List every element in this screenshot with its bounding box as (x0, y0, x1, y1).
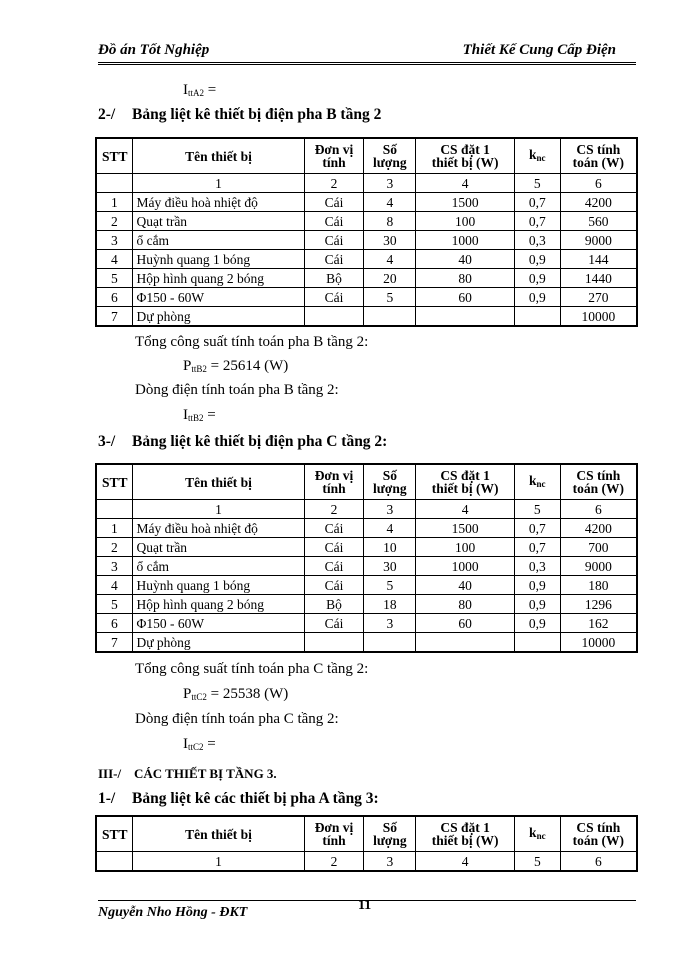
section-number: 1-/ (98, 790, 116, 807)
table-row (96, 288, 637, 307)
table-row (96, 614, 637, 633)
current-label-b: Dòng điện tính toán pha B tầng 2: (135, 382, 339, 398)
page-footer (98, 898, 636, 920)
col-header-k: $k_{nc}$ (514, 464, 560, 500)
cell-qty: 3 (364, 614, 416, 633)
cell-stt: 4 (96, 576, 133, 595)
cell-name: Dự phòng (133, 633, 304, 653)
index-cell: 6 (560, 174, 637, 193)
col-header-stt: STT (96, 138, 133, 174)
cell-name: Hộp hình quang 2 bóng (133, 269, 304, 288)
col-header-qty: Số lượng (364, 138, 416, 174)
col-header-name: Tên thiết bị (133, 138, 304, 174)
cell-cs-total: 180 (560, 576, 637, 595)
section-title: Bảng liệt kê thiết bị điện pha B tầng 2 (132, 106, 382, 123)
table-row (96, 519, 637, 538)
section-2-heading (98, 106, 381, 124)
cell-cs-total: 560 (560, 212, 637, 231)
cell-qty: 10 (364, 538, 416, 557)
formula-ittb2: $I_{ttB2}$ = (183, 407, 216, 423)
cell-name: ổ cắm (133, 231, 304, 250)
index-cell: 2 (304, 174, 364, 193)
page-number: 11 (358, 898, 372, 913)
cell-unit: Cái (304, 538, 364, 557)
cell-unit: Cái (304, 212, 364, 231)
cell-cs: 1500 (416, 519, 515, 538)
index-cell: 1 (133, 174, 304, 193)
section-title: Bảng liệt kê các thiết bị pha A tầng 3: (132, 790, 379, 807)
table-index-row (96, 500, 637, 519)
cell-stt: 1 (96, 193, 133, 212)
table-row (96, 231, 637, 250)
index-cell: 2 (304, 852, 364, 872)
table-row (96, 307, 637, 327)
cell-stt: 7 (96, 307, 133, 327)
part-number: III-/ (98, 766, 122, 781)
total-label-b: Tổng công suất tính toán pha B tầng 2: (135, 334, 369, 350)
cell-cs: 100 (416, 212, 515, 231)
formula-ita2 (183, 82, 216, 99)
cell-cs: 1000 (416, 231, 515, 250)
cell-name: Máy điều hoà nhiệt độ (133, 193, 304, 212)
index-cell: 6 (560, 852, 637, 872)
cell-cs-total: 144 (560, 250, 637, 269)
index-cell: 5 (514, 500, 560, 519)
cell-stt: 5 (96, 269, 133, 288)
cell-qty: 8 (364, 212, 416, 231)
cell-qty: 5 (364, 288, 416, 307)
cell-cs-total: 9000 (560, 557, 637, 576)
cell-qty: 4 (364, 250, 416, 269)
cell-unit (304, 307, 364, 327)
table-row (96, 538, 637, 557)
cell-stt: 3 (96, 231, 133, 250)
cell-k (514, 633, 560, 653)
index-cell: 3 (364, 174, 416, 193)
table-row (96, 595, 637, 614)
section-3-heading (98, 433, 387, 451)
index-cell (96, 174, 133, 193)
col-header-k: $k_{nc}$ (514, 816, 560, 852)
section-number: 2-/ (98, 106, 116, 123)
cell-unit: Cái (304, 519, 364, 538)
index-cell: 6 (560, 500, 637, 519)
col-header-cs: CS đặt 1 thiết bị (W) (416, 816, 515, 852)
table-header-row (96, 464, 637, 500)
col-header-unit: Đơn vị tính (304, 138, 364, 174)
cell-cs-total: 10000 (560, 307, 637, 327)
table-row (96, 193, 637, 212)
table-header-row (96, 816, 637, 852)
col-header-cst: CS tính toán (W) (560, 816, 637, 852)
cell-unit (304, 633, 364, 653)
cell-stt: 1 (96, 519, 133, 538)
formula-pttc2: $P_{ttC2} = 25538$ (W) (183, 686, 289, 702)
cell-cs-total: 162 (560, 614, 637, 633)
cell-cs: 1000 (416, 557, 515, 576)
cell-stt: 2 (96, 212, 133, 231)
cell-cs-total: 270 (560, 288, 637, 307)
table-row (96, 269, 637, 288)
cell-cs-total: 4200 (560, 193, 637, 212)
cell-unit: Cái (304, 231, 364, 250)
cell-k: 0,3 (514, 557, 560, 576)
cell-cs-total: 700 (560, 538, 637, 557)
col-header-cst: CS tính toán (W) (560, 138, 637, 174)
cell-cs: 1500 (416, 193, 515, 212)
col-header-k: $k_{nc}$ (514, 138, 560, 174)
cell-cs: 60 (416, 288, 515, 307)
col-header-cs: CS đặt 1 thiết bị (W) (416, 464, 515, 500)
table-index-row (96, 174, 637, 193)
equipment-table-phase-b (95, 137, 638, 327)
index-cell: 5 (514, 174, 560, 193)
cell-k: 0,7 (514, 193, 560, 212)
index-cell (96, 852, 133, 872)
col-header-name: Tên thiết bị (133, 464, 304, 500)
cell-qty: 4 (364, 519, 416, 538)
cell-cs: 60 (416, 614, 515, 633)
cell-k: 0,9 (514, 250, 560, 269)
table-row (96, 250, 637, 269)
cell-cs-total: 1296 (560, 595, 637, 614)
cell-name: Huỳnh quang 1 bóng (133, 576, 304, 595)
cell-cs: 40 (416, 250, 515, 269)
cell-name: Quạt trần (133, 212, 304, 231)
cell-k: 0,7 (514, 538, 560, 557)
col-header-cst: CS tính toán (W) (560, 464, 637, 500)
col-header-unit: Đơn vị tính (304, 816, 364, 852)
cell-k: 0,7 (514, 212, 560, 231)
cell-qty: 5 (364, 576, 416, 595)
cell-stt: 6 (96, 614, 133, 633)
formula-symbol: I (183, 82, 188, 98)
cell-unit: Cái (304, 576, 364, 595)
table-header-row (96, 138, 637, 174)
cell-name: Dự phòng (133, 307, 304, 327)
col-header-qty: Số lượng (364, 816, 416, 852)
total-label-c: Tổng công suất tính toán pha C tầng 2: (135, 661, 369, 677)
cell-qty (364, 633, 416, 653)
cell-cs: 40 (416, 576, 515, 595)
col-header-name: Tên thiết bị (133, 816, 304, 852)
cell-cs-total: 10000 (560, 633, 637, 653)
cell-cs: 80 (416, 269, 515, 288)
formula-pttb2: $P_{ttB2} = 25614$ (W) (183, 358, 289, 374)
cell-qty: 4 (364, 193, 416, 212)
index-cell: 4 (416, 500, 515, 519)
cell-unit: Cái (304, 250, 364, 269)
cell-qty: 18 (364, 595, 416, 614)
table-row (96, 557, 637, 576)
cell-stt: 4 (96, 250, 133, 269)
cell-name: Hộp hình quang 2 bóng (133, 595, 304, 614)
section-number: 3-/ (98, 433, 116, 450)
cell-k: 0,9 (514, 576, 560, 595)
cell-k: 0,9 (514, 269, 560, 288)
cell-unit: Bộ (304, 595, 364, 614)
formula-ittc2: $I_{ttC2}$ = (183, 736, 216, 752)
cell-k: 0,7 (514, 519, 560, 538)
cell-unit: Cái (304, 193, 364, 212)
header-right-title: Thiết Kế Cung Cấp Điện (462, 42, 616, 58)
table-row (96, 212, 637, 231)
cell-k: 0,9 (514, 595, 560, 614)
cell-stt: 3 (96, 557, 133, 576)
cell-cs-total: 9000 (560, 231, 637, 250)
cell-cs-total: 1440 (560, 269, 637, 288)
cell-qty: 20 (364, 269, 416, 288)
cell-cs: 80 (416, 595, 515, 614)
cell-name: ổ cắm (133, 557, 304, 576)
section-title: Bảng liệt kê thiết bị điện pha C tầng 2: (132, 433, 388, 450)
cell-stt: 6 (96, 288, 133, 307)
footer-author: Nguyễn Nho Hồng - ĐKT (98, 905, 248, 920)
cell-cs-total: 4200 (560, 519, 637, 538)
table-row (96, 576, 637, 595)
table-index-row (96, 852, 637, 872)
cell-name: Φ150 - 60W (133, 614, 304, 633)
cell-k: 0,9 (514, 288, 560, 307)
index-cell: 5 (514, 852, 560, 872)
cell-stt: 5 (96, 595, 133, 614)
cell-cs (416, 307, 515, 327)
col-header-stt: STT (96, 816, 133, 852)
cell-name: Quạt trần (133, 538, 304, 557)
cell-stt: 2 (96, 538, 133, 557)
cell-k: 0,9 (514, 614, 560, 633)
formula-subscript: ttA2 (188, 88, 205, 98)
index-cell: 4 (416, 852, 515, 872)
cell-cs: 100 (416, 538, 515, 557)
col-header-cs: CS đặt 1 thiết bị (W) (416, 138, 515, 174)
cell-k: 0,3 (514, 231, 560, 250)
index-cell: 2 (304, 500, 364, 519)
cell-unit: Cái (304, 614, 364, 633)
cell-name: Huỳnh quang 1 bóng (133, 250, 304, 269)
part-3-heading (98, 766, 277, 782)
cell-qty: 30 (364, 231, 416, 250)
cell-unit: Cái (304, 288, 364, 307)
index-cell: 4 (416, 174, 515, 193)
index-cell: 3 (364, 500, 416, 519)
cell-qty (364, 307, 416, 327)
cell-stt: 7 (96, 633, 133, 653)
cell-cs (416, 633, 515, 653)
cell-name: Máy điều hoà nhiệt độ (133, 519, 304, 538)
cell-unit: Bộ (304, 269, 364, 288)
equipment-table-phase-c (95, 463, 638, 653)
current-label-c: Dòng điện tính toán pha C tầng 2: (135, 711, 339, 727)
formula-rest: = (204, 82, 217, 98)
equipment-table-phase-a-floor3 (95, 815, 638, 872)
table-row (96, 633, 637, 653)
page-header (98, 40, 636, 65)
cell-k (514, 307, 560, 327)
index-cell: 1 (133, 852, 304, 872)
cell-name: Φ150 - 60W (133, 288, 304, 307)
index-cell: 1 (133, 500, 304, 519)
cell-unit: Cái (304, 557, 364, 576)
col-header-qty: Số lượng (364, 464, 416, 500)
index-cell (96, 500, 133, 519)
col-header-unit: Đơn vị tính (304, 464, 364, 500)
index-cell: 3 (364, 852, 416, 872)
cell-qty: 30 (364, 557, 416, 576)
col-header-stt: STT (96, 464, 133, 500)
section-1-heading (98, 790, 379, 808)
header-left-title: Đồ án Tốt Nghiệp (98, 42, 210, 58)
part-title: CÁC THIẾT BỊ TẦNG 3. (134, 766, 277, 781)
